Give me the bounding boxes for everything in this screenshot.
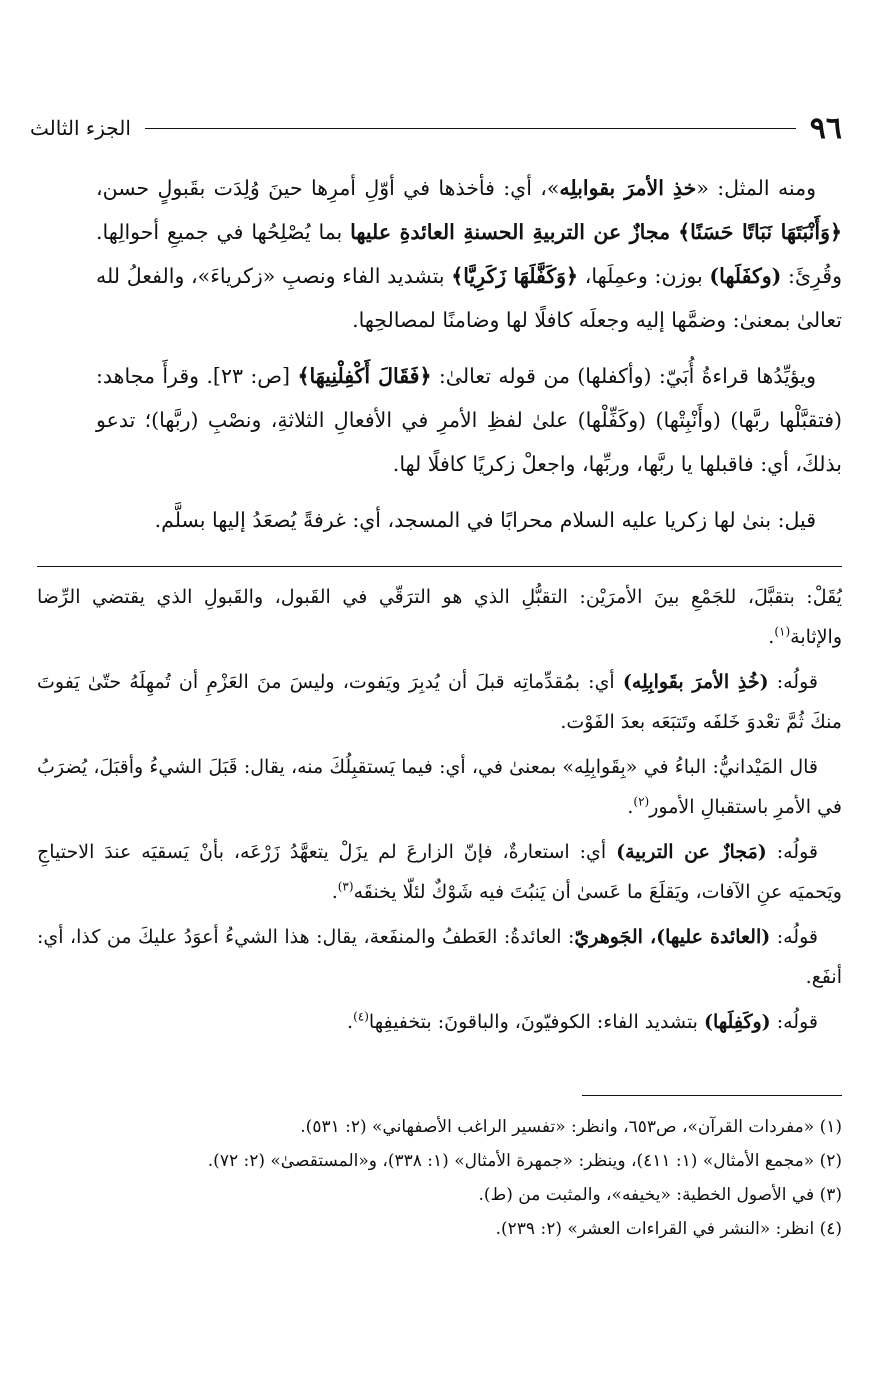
- commentary-paragraph: [37, 918, 842, 997]
- text-run: قولُه:: [770, 1011, 818, 1033]
- footnote-marker: (١): [774, 624, 791, 639]
- footnote-item: (٤) انظر: «النشر في القراءات العشر» (٢: ٢٣٩).: [495, 1219, 842, 1239]
- text-run: .: [768, 625, 775, 648]
- text-run: .: [627, 795, 634, 818]
- text-run: : العائدةُ: العَطفُ والمنفَعة، يقال: هذا الشيءُ أعوَدُ عليكَ من كذا، أي: أنفَع.: [37, 926, 842, 988]
- footnote-marker: (٣): [337, 879, 354, 894]
- text-run: [ص: ٢٣]. وقرأَ مجاهد: (فتقبَّلْها ربَّها) (وأَنْبِتْها) (وكَفِّلْها) علىٰ لفظِ الأمرِ في الأفعالِ الثلاثةِ، ونصْبِ (ربَّها)؛ تدعو بذلكَ، أي: فاقبلها يا ربَّها، وربِّها، واجعلْ زكريًا كافلًا لها.: [96, 364, 842, 476]
- footnote-item: (١) «مفردات القرآن»، ص٦٥٣، وانظر: «تفسير الراغب الأصفهاني» (٢: ٥٣١).: [300, 1117, 842, 1137]
- text-run: قال المَيْدانيُّ: الباءُ في «بِقَوابِلِه» بمعنىٰ في، أي: فيما يَستقبِلُكَ منه، يقال: قَبَلَ الشيءُ وأقبَلَ، يُضرَبُ في الأمرِ باستقبالِ الأمور: [37, 756, 842, 818]
- text-run: قيل: بنىٰ لها زكريا عليه السلام محرابًا في المسجد، أي: غرفةً يُصعَدُ إليها بسلَّم.: [154, 508, 816, 532]
- commentary-paragraph: [37, 663, 842, 742]
- bold-phrase: (وكفَلَها): [709, 264, 782, 288]
- bold-phrase: ﴿فَقَالَ أَكْفِلْنِيهَا﴾: [297, 364, 432, 388]
- text-run: ويؤيِّدُها قراءةُ أُبَيّ: (وأكفلها) من قوله تعالىٰ:: [431, 364, 816, 388]
- text-run: بوزن: وعمِلَها،: [578, 264, 710, 288]
- footnotes: [37, 1110, 842, 1246]
- commentary-text: [37, 578, 842, 1049]
- footnote-marker: (٤): [353, 1009, 369, 1024]
- text-run: قولُه:: [766, 841, 818, 863]
- commentary-paragraph: [37, 1003, 842, 1043]
- bold-phrase: (مَجازٌ عن التربية): [616, 841, 767, 863]
- footnote-marker: (٢): [633, 794, 650, 809]
- text-run: قولُه:: [768, 671, 818, 693]
- main-paragraph: [96, 166, 842, 342]
- main-paragraph: [96, 354, 842, 486]
- bold-phrase: ﴿وَأَنْبَتَهَا نَبَاتًا حَسَنًا﴾: [678, 220, 842, 244]
- text-run: »، أي: فأخذها في أوّلِ أمرِها حينَ وُلِدَت بقَبولٍ حسن،: [96, 176, 560, 200]
- text-run: أي: استعارةٌ، فإنّ الزارعَ لم يزَلْ يتعهَّدُ زَرْعَه، بأنْ يَسقيَه عندَ الاحتياجِ ويَحميَه عنِ الآفات، ويَقلَعَ ما عَسىٰ أن يَنبُتَ فيه شَوْكٌ لئلّا يخنقَه: [37, 841, 842, 903]
- text-run: يُقَلْ: بتقبَّلَ، للجَمْعِ بينَ الأمرَيْن: التقبُّلِ الذي هو الترَقّي في القَبول، والقَبولِ الذي يقتضي الرِّضا والإثابة: [37, 586, 842, 648]
- footnote-item: (٣) في الأصول الخطية: «يخيفه»، والمثبت من (ط).: [478, 1185, 842, 1205]
- commentary-paragraph: [37, 748, 842, 827]
- bold-phrase: مجازٌ عن التربيةِ الحسنةِ العائدةِ عليها: [350, 220, 671, 244]
- main-separator-rule: [37, 566, 842, 567]
- text-run: [670, 220, 678, 244]
- main-paragraph: [96, 498, 842, 542]
- text-run: .: [347, 1011, 354, 1033]
- text-run: أي: بمُقدِّماتِه قبلَ أن يُدبِرَ ويَفوت، وليسَ منَ العَزْمِ أن تُمهِلَهُ حتّىٰ يَفوتَ منكَ ثُمَّ تعْدوَ خَلفَه وتَتبَعَه بعدَ الفَوْت.: [37, 671, 842, 733]
- bold-phrase: (العائدة عليها)، الجَوهريّ: [574, 926, 771, 948]
- text-run: بتشديد الفاء: الكوفيّونَ، والباقونَ: بتخفيفِها: [368, 1011, 705, 1033]
- bold-phrase: خذِ الأمرَ بقوابلِه: [559, 176, 697, 200]
- page-number: ٩٦: [809, 110, 842, 146]
- text-run: ومنه المثل: «: [696, 176, 817, 200]
- text-run: بتشديد الفاء ونصبِ «زكرياءَ»، والفعلُ لله تعالىٰ بمعنىٰ: وضمَّها إليه وجعلَه كافلًا لها وضامنًا لمصالحِها.: [96, 264, 842, 332]
- part-title: الجزء الثالث: [30, 116, 131, 140]
- bold-phrase: (وكَفِلَها): [704, 1011, 771, 1033]
- commentary-paragraph: [37, 833, 842, 912]
- main-text: [96, 166, 842, 542]
- commentary-paragraph: [37, 578, 842, 657]
- header-rule: [145, 128, 796, 129]
- text-run: قولُه:: [770, 926, 818, 948]
- bold-phrase: ﴿وَكَفَّلَهَا زَكَرِيَّا﴾: [451, 264, 579, 288]
- footnote-item: (٢) «مجمع الأمثال» (١: ٤١١)، وينظر: «جمهرة الأمثال» (١: ٣٣٨)، و«المستقصىٰ» (٢: ٧٢).: [207, 1151, 842, 1171]
- footnote-separator-rule: [582, 1095, 842, 1096]
- text-run: بما يُصْلِحُها في جميعِ أحوالِها. وقُرِئَ:: [96, 220, 842, 288]
- bold-phrase: (خُذِ الأمرَ بقَوابِلِه): [622, 671, 769, 693]
- running-header: [30, 108, 842, 148]
- text-run: .: [331, 880, 338, 903]
